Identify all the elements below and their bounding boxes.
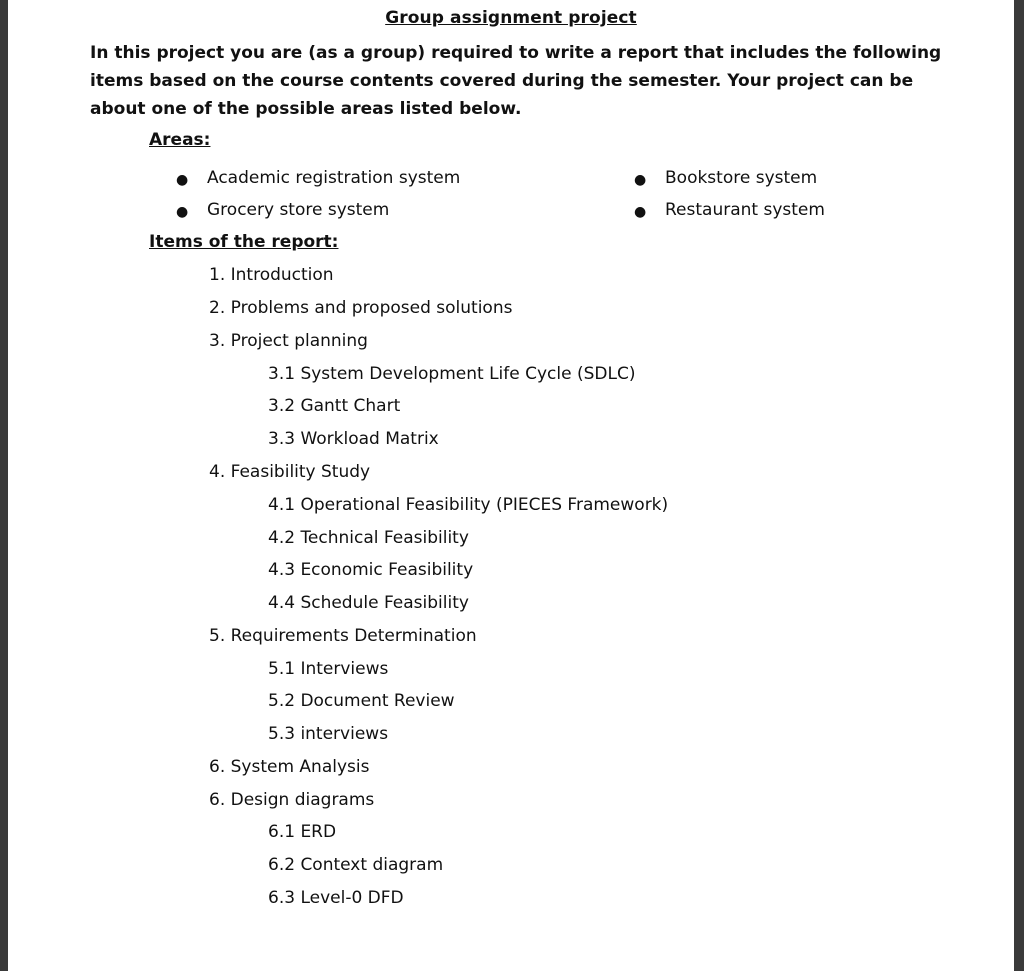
bullet-icon: ● <box>634 204 647 220</box>
report-subitem: 6.2 Context diagram <box>268 855 444 875</box>
report-subitem: 6.1 ERD <box>268 822 337 842</box>
area-item: Bookstore system <box>665 168 818 188</box>
report-subitem: 5.2 Document Review <box>268 691 455 711</box>
report-item: 4. Feasibility Study <box>209 462 371 482</box>
bullet-icon: ● <box>634 172 647 188</box>
report-subitem: 5.3 interviews <box>268 724 389 744</box>
report-subitem: 4.2 Technical Feasibility <box>268 528 469 548</box>
intro-paragraph: In this project you are (as a group) required to write a report that includes the following items based on the course contents covered during the semester. Your project can be about one of the possible areas listed below. <box>90 43 942 119</box>
report-subitem: 3.2 Gantt Chart <box>268 396 401 416</box>
report-subitem: 4.3 Economic Feasibility <box>268 560 474 580</box>
report-items-heading: Items of the report: <box>149 232 339 252</box>
area-item: Restaurant system <box>665 200 825 220</box>
bullet-icon: ● <box>176 172 189 188</box>
bullet-icon: ● <box>176 204 189 220</box>
area-item: Grocery store system <box>207 200 390 220</box>
report-subitem: 4.4 Schedule Feasibility <box>268 593 469 613</box>
report-item: 5. Requirements Determination <box>209 626 477 646</box>
report-item: 2. Problems and proposed solutions <box>209 298 513 318</box>
report-subitem: 3.3 Workload Matrix <box>268 429 439 449</box>
report-item: 3. Project planning <box>209 331 368 351</box>
report-subitem: 6.3 Level-0 DFD <box>268 888 404 908</box>
area-item: Academic registration system <box>207 168 461 188</box>
report-subitem: 4.1 Operational Feasibility (PIECES Framework) <box>268 495 669 515</box>
report-subitem: 3.1 System Development Life Cycle (SDLC) <box>268 364 636 384</box>
document-title: Group assignment project <box>385 8 637 28</box>
document-page <box>8 0 1014 971</box>
report-item: 6. System Analysis <box>209 757 370 777</box>
report-item: 6. Design diagrams <box>209 790 375 810</box>
report-subitem: 5.1 Interviews <box>268 659 389 679</box>
report-item: 1. Introduction <box>209 265 334 285</box>
areas-heading: Areas: <box>149 130 211 150</box>
